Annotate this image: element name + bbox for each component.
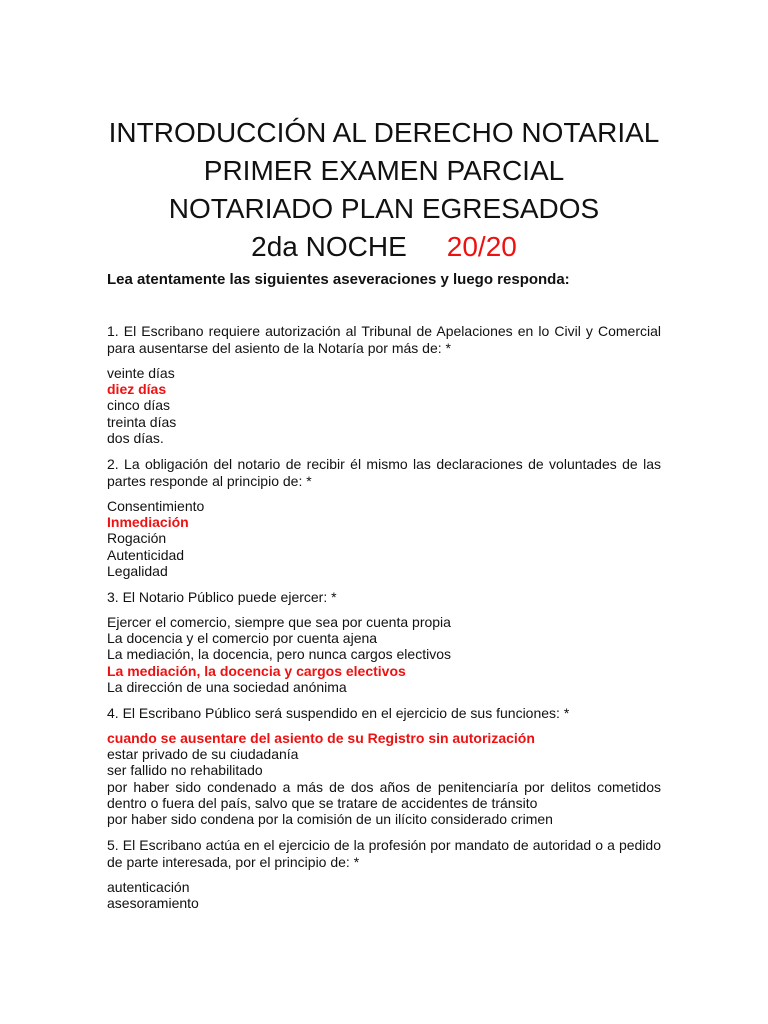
option: dos días. [107, 429, 164, 446]
correct-option: La mediación, la docencia y cargos electivos [107, 662, 406, 679]
option: Consentimiento [107, 498, 205, 515]
option: Rogación [107, 530, 167, 547]
question-1-options [107, 365, 661, 446]
option: Legalidad [107, 562, 168, 579]
session-line [107, 228, 661, 266]
option: veinte días [107, 365, 175, 381]
score-badge: 20/20 [446, 231, 517, 262]
question-5-options [107, 879, 661, 911]
option: treinta días [107, 413, 177, 430]
option: La dirección de una sociedad anónima [107, 678, 347, 695]
question-3: 3. El Notario Público puede ejercer: * [107, 589, 337, 606]
option: autenticación [107, 879, 190, 896]
question-3-options [107, 614, 661, 695]
option: Autenticidad [107, 546, 185, 563]
option: por haber sido condenado a más de dos años de penitenciaría por delitos cometidos dentro o fuera del país, salvo que se tratare de accidentes de tránsito [107, 778, 661, 811]
option: La mediación, la docencia, pero nunca cargos electivos [107, 646, 451, 663]
option: ser fallido no rehabilitado [107, 762, 263, 779]
instructions: Lea atentamente las siguientes aseveraciones y luego responda: [107, 271, 570, 288]
correct-option: Inmediación [107, 514, 189, 531]
question-4: 4. El Escribano Público será suspendido en el ejercicio de sus funciones: * [107, 705, 570, 722]
option: cinco días [107, 397, 171, 414]
option: estar privado de su ciudadanía [107, 746, 299, 763]
question-4-options [107, 730, 661, 827]
question-1: 1. El Escribano requiere autorización al Tribunal de Apelaciones en lo Civil y Comercial para ausentarse del asiento de la Notaría por más de: * [107, 323, 661, 356]
course-title: INTRODUCCIÓN AL DERECHO NOTARIAL [108, 117, 660, 148]
question-5: 5. El Escribano actúa en el ejercicio de la profesión por mandato de autoridad o a pedido de parte interesada, por el principio de: * [107, 837, 661, 871]
session-label: 2da NOCHE [251, 231, 407, 262]
program-title: NOTARIADO PLAN EGRESADOS [168, 193, 600, 224]
option: por haber sido condena por la comisión de un ilícito considerado crimen [107, 811, 553, 828]
correct-option: cuando se ausentare del asiento de su Registro sin autorización [107, 730, 535, 747]
option: La docencia y el comercio por cuenta ajena [107, 630, 378, 647]
exam-header [107, 0, 661, 266]
option: asesoramiento [107, 895, 199, 912]
question-2: 2. La obligación del notario de recibir él mismo las declaraciones de voluntades de las partes responde al principio de: * [107, 456, 661, 490]
question-2-options [107, 498, 661, 579]
option: Ejercer el comercio, siempre que sea por cuenta propia [107, 614, 451, 631]
exam-title: PRIMER EXAMEN PARCIAL [203, 155, 565, 186]
correct-option: diez días [107, 381, 167, 398]
